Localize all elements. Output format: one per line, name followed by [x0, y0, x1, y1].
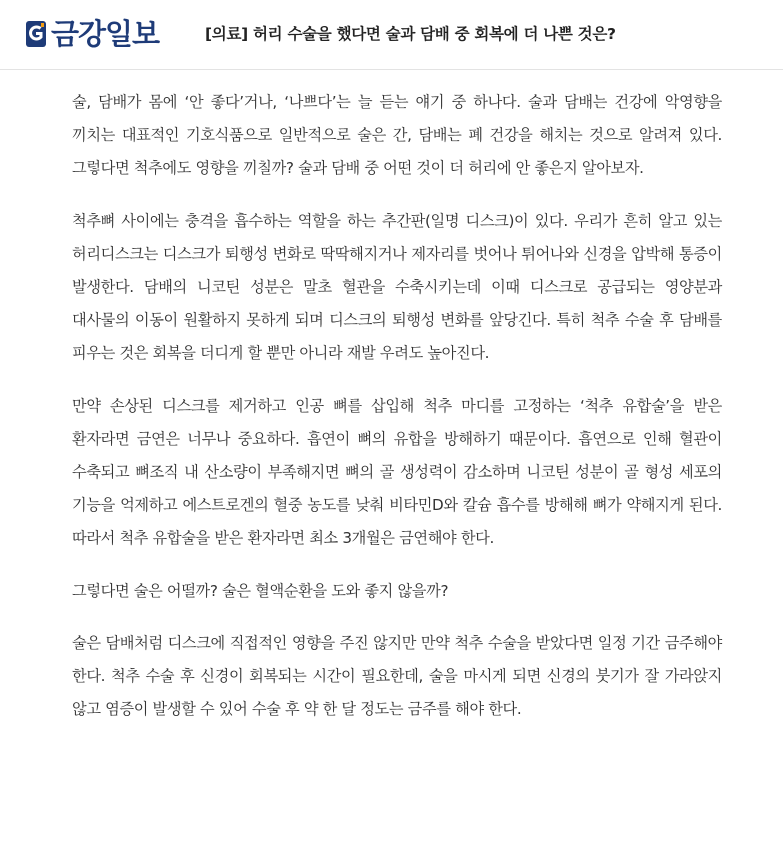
- article-paragraph: 그렇다면 술은 어떨까? 술은 혈액순환을 도와 좋지 않을까?: [72, 581, 449, 600]
- g-letter-logo-icon: [26, 21, 46, 47]
- article-paragraph: 술은 담배처럼 디스크에 직접적인 영향을 주진 않지만 만약 척추 수술을 받았다면 일정 기간 금주해야 한다. 척추 수술 후 신경이 회복되는 시간이 필요한데, 술을 마시게 되면 신경의 붓기가 잘 가라앉지 않고 염증이 발생할 수 있어 수술 후 약 한 달 정도는 금주를 해야 한다.: [72, 633, 722, 719]
- logo-wordmark: 금강일보: [51, 16, 160, 51]
- article-title: [의료] 허리 수술을 했다면 술과 담배 중 회복에 더 나쁜 것은?: [205, 25, 616, 43]
- article-paragraph: 술, 담배가 몸에 ‘안 좋다’거나, ‘나쁘다’는 늘 듣는 얘기 중 하나다. 술과 담배는 건강에 악영향을 끼치는 대표적인 기호식품으로 일반적으로 술은 간, 담배는 폐 건강을 해치는 것으로 알려져 있다. 그렇다면 척추에도 영향을 끼칠까? 술과 담배 중 어떤 것이 더 허리에 안 좋은지 알아보자.: [72, 93, 722, 178]
- site-logo[interactable]: [26, 14, 159, 54]
- article-body: [72, 86, 722, 745]
- article-paragraph: 척추뼈 사이에는 충격을 흡수하는 역할을 하는 추간판(일명 디스크)이 있다. 우리가 흔히 알고 있는 허리디스크는 디스크가 퇴행성 변화로 딱딱해지거나 제자리를 벗어나 튀어나와 신경을 압박해 통증이 발생한다. 담배의 니코틴 성분은 말초 혈관을 수축시키는데 이때 디스크로 공급되는 영양분과 대사물의 이동이 원활하지 못하게 되며 디스크의 퇴행성 변화를 앞당긴다. 특히 척추 수술 후 담배를 피우는 것은 회복을 더디게 할 뿐만 아니라 재발 우려도 높아진다.: [72, 211, 722, 363]
- article-paragraph: 만약 손상된 디스크를 제거하고 인공 뼈를 삽입해 척추 마디를 고정하는 ‘척추 유합술’을 받은 환자라면 금연은 너무나 중요하다. 흡연이 뼈의 유합을 방해하기 때문이다. 흡연으로 인해 혈관이 수축되고 뼈조직 내 산소량이 부족해지면 뼈의 골 생성력이 감소하며 니코틴 성분이 골 형성 세포의 기능을 억제하고 에스트로겐의 혈중 농도를 낮춰 비타민D와 칼슘 흡수를 방해해 뼈가 약해지게 된다. 따라서 척추 유합술을 받은 환자라면 최소 3개월은 금연해야 한다.: [72, 396, 722, 548]
- site-header: [0, 0, 783, 70]
